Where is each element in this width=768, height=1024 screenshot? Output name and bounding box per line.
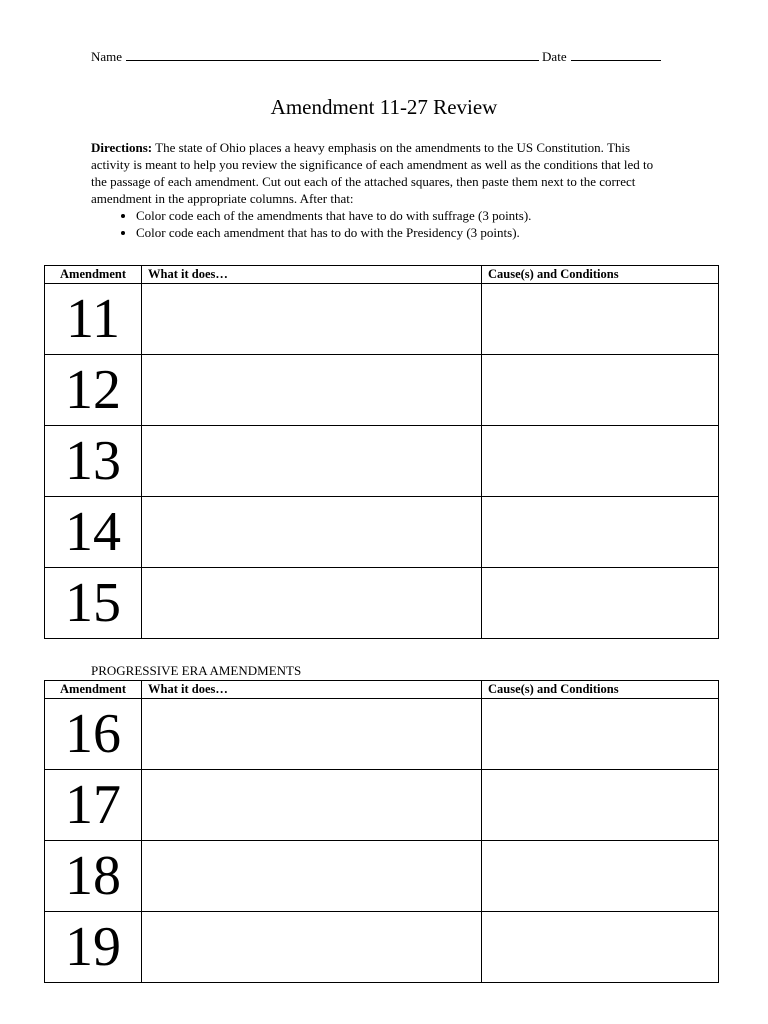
directions [91, 139, 671, 241]
table-header-row [45, 681, 719, 699]
what-it-does-cell[interactable] [142, 284, 482, 355]
amendment-number: 12 [45, 355, 142, 426]
column-header-amendment: Amendment [45, 681, 142, 699]
table-row [45, 284, 719, 355]
amendments-table-16-19 [44, 680, 719, 983]
table-row [45, 426, 719, 497]
column-header-what-it-does: What it does… [142, 681, 482, 699]
date-field[interactable] [571, 48, 661, 61]
name-date-line [91, 48, 661, 65]
column-header-amendment: Amendment [45, 266, 142, 284]
amendment-number: 11 [45, 284, 142, 355]
name-label: Name [91, 49, 123, 64]
causes-cell[interactable] [482, 912, 719, 983]
directions-text: The state of Ohio places a heavy emphasis on the amendments to the US Constitution. This activity is meant to help you review the significance of each amendment as well as the conditions that led to the passage of each amendment. Cut out each of the attached squares, then paste them next to the correct amendment in the appropriate columns. After that: [91, 140, 654, 206]
amendment-number: 16 [45, 699, 142, 770]
directions-bullets [91, 207, 671, 241]
amendment-number: 14 [45, 497, 142, 568]
page-title: Amendment 11-27 Review [270, 95, 498, 119]
causes-cell[interactable] [482, 426, 719, 497]
causes-cell[interactable] [482, 699, 719, 770]
what-it-does-cell[interactable] [142, 568, 482, 639]
section-label-progressive-era: PROGRESSIVE ERA AMENDMENTS [91, 663, 302, 678]
amendment-number: 17 [45, 770, 142, 841]
table-row [45, 770, 719, 841]
what-it-does-cell[interactable] [142, 912, 482, 983]
bullet-item: • Color code each amendment that has to do with the Presidency (3 points). [136, 224, 671, 241]
what-it-does-cell[interactable] [142, 699, 482, 770]
causes-cell[interactable] [482, 568, 719, 639]
what-it-does-cell[interactable] [142, 770, 482, 841]
amendment-number: 13 [45, 426, 142, 497]
what-it-does-cell[interactable] [142, 497, 482, 568]
amendment-number: 18 [45, 841, 142, 912]
table-row [45, 355, 719, 426]
column-header-causes: Cause(s) and Conditions [482, 266, 719, 284]
what-it-does-cell[interactable] [142, 841, 482, 912]
table-row [45, 497, 719, 568]
table-row [45, 568, 719, 639]
amendment-number: 15 [45, 568, 142, 639]
table-row [45, 841, 719, 912]
column-header-causes: Cause(s) and Conditions [482, 681, 719, 699]
what-it-does-cell[interactable] [142, 426, 482, 497]
bullet-item: • Color code each of the amendments that have to do with suffrage (3 points). [136, 207, 671, 224]
amendments-table-11-15 [44, 265, 719, 639]
causes-cell[interactable] [482, 355, 719, 426]
what-it-does-cell[interactable] [142, 355, 482, 426]
table-header-row [45, 266, 719, 284]
table-row [45, 912, 719, 983]
column-header-what-it-does: What it does… [142, 266, 482, 284]
directions-label: Directions: [91, 140, 153, 155]
amendment-number: 19 [45, 912, 142, 983]
table-row [45, 699, 719, 770]
causes-cell[interactable] [482, 770, 719, 841]
name-field[interactable] [126, 48, 539, 61]
causes-cell[interactable] [482, 497, 719, 568]
causes-cell[interactable] [482, 841, 719, 912]
causes-cell[interactable] [482, 284, 719, 355]
date-label: Date [542, 49, 567, 64]
